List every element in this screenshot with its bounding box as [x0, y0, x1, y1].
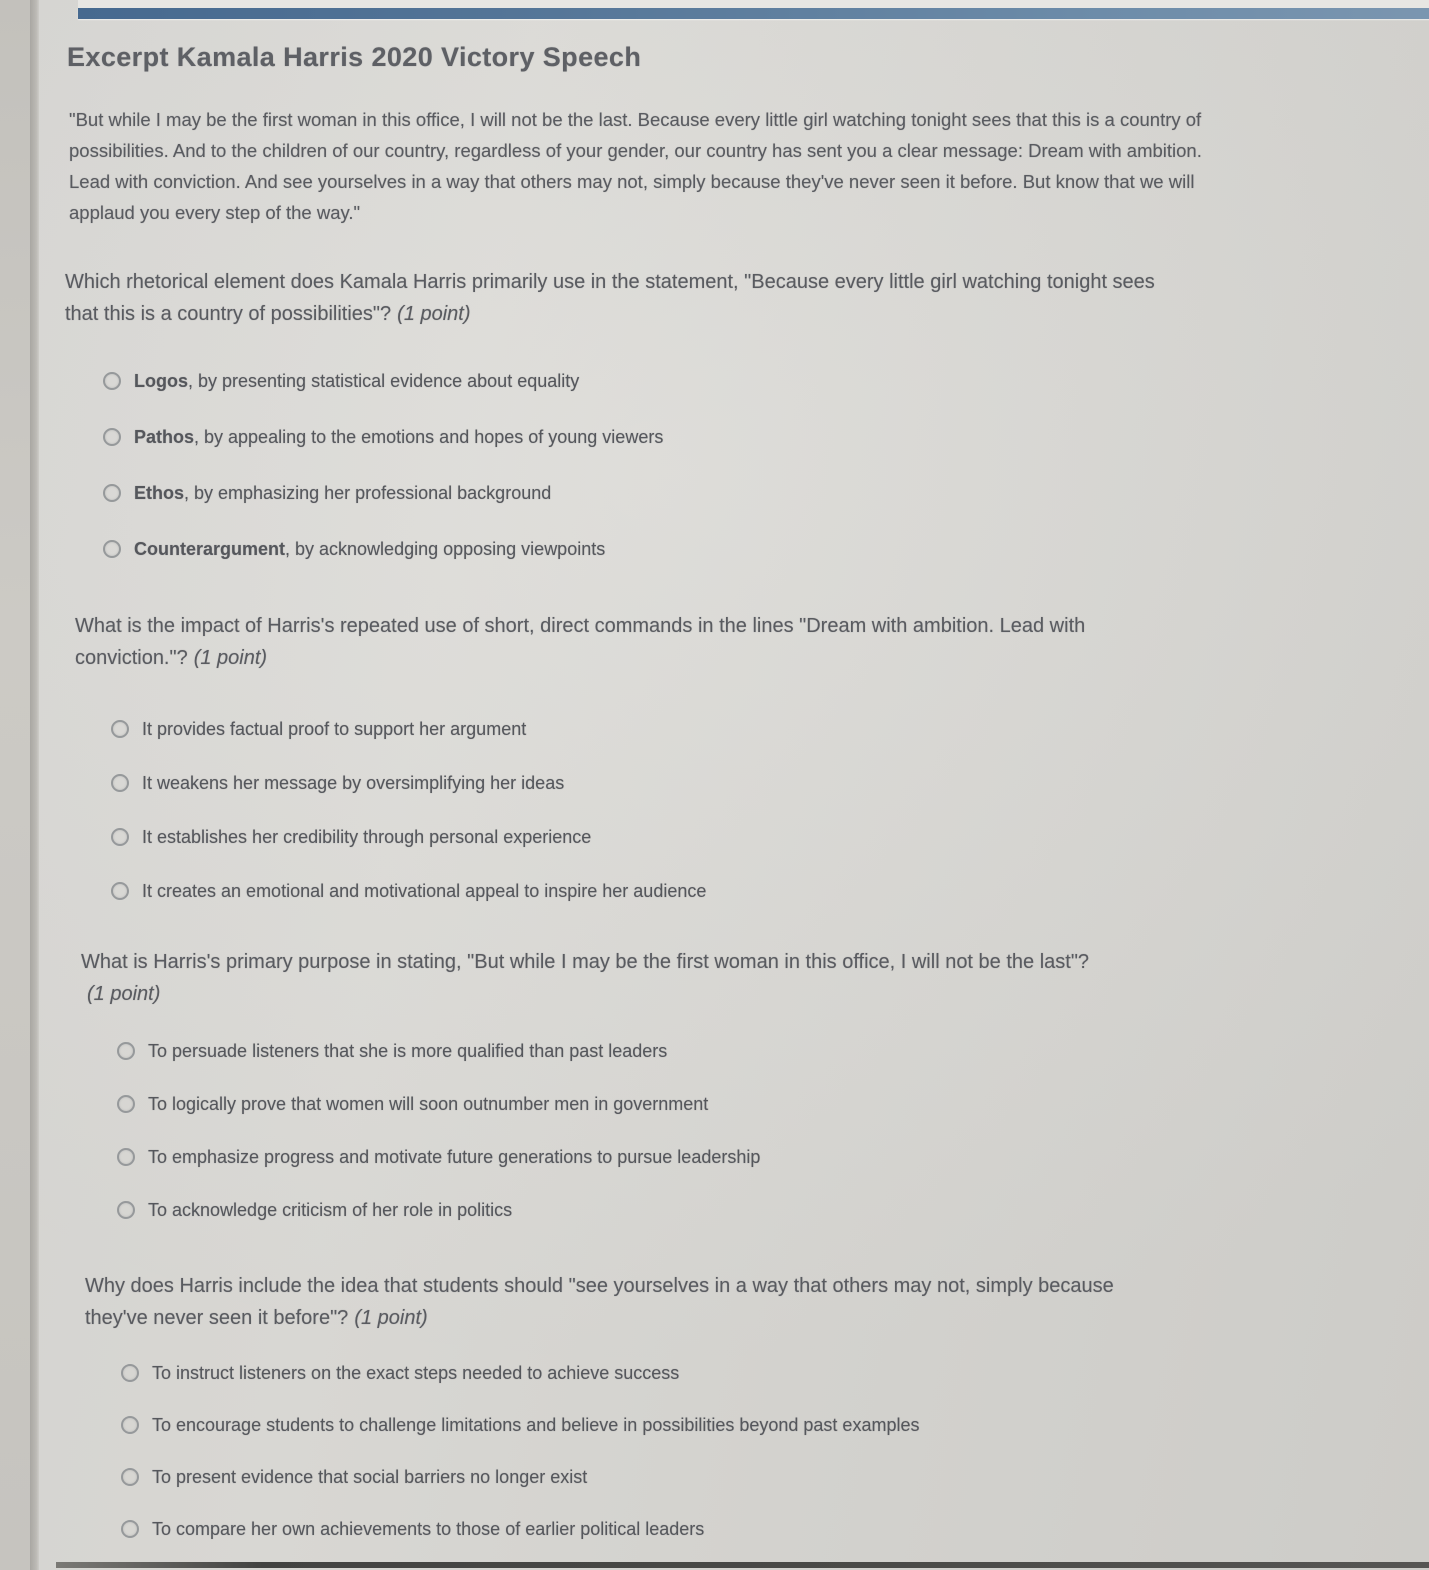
prompt-line: [81, 978, 1429, 1010]
option-label: [134, 370, 579, 392]
answer-option[interactable]: [103, 538, 1429, 560]
question-prompt: [39, 610, 1429, 674]
top-accent-bar: [78, 8, 1429, 19]
option-label: [152, 1362, 679, 1384]
answer-option[interactable]: [103, 482, 1429, 504]
page-left-edge: [30, 0, 39, 1570]
option-lead: Counterargument: [134, 539, 286, 559]
option-label: [148, 1146, 760, 1168]
points-label: (1 point): [193, 647, 268, 669]
option-rest: To instruct listeners on the exact steps needed to achieve success: [152, 1363, 680, 1383]
passage-line: "But while I may be the first woman in this office, I will not be the last. Because every little girl watching tonight sees that this is a country of: [69, 109, 1202, 130]
option-label: [152, 1466, 587, 1488]
prompt-line: What is Harris's primary purpose in stating, "But while I may be the first woman in this office, I will not be the last"?: [81, 951, 1090, 973]
option-label: [134, 426, 663, 448]
option-label: [152, 1414, 919, 1436]
option-rest: , by appealing to the emotions and hopes of young viewers: [194, 427, 664, 447]
radio-button[interactable]: [117, 1042, 135, 1060]
prompt-line: Why does Harris include the idea that students should "see yourselves in a way that others may not, simply because: [85, 1275, 1114, 1297]
option-label: [142, 718, 526, 740]
answer-option[interactable]: [111, 772, 1429, 794]
answer-option[interactable]: [111, 826, 1429, 848]
question-2: [39, 594, 1429, 934]
question-prompt: [39, 1270, 1429, 1334]
option-lead: Logos: [134, 371, 188, 391]
option-rest: To logically prove that women will soon outnumber men in government: [148, 1094, 709, 1114]
passage-line: Lead with conviction. And see yourselves in a way that others may not, simply because they've never seen it before. But know that we will: [69, 171, 1195, 192]
radio-button[interactable]: [103, 484, 121, 502]
radio-button[interactable]: [121, 1468, 139, 1486]
photo-left-margin: [0, 0, 30, 1570]
option-rest: To acknowledge criticism of her role in politics: [148, 1200, 513, 1220]
radio-button[interactable]: [111, 828, 129, 846]
answer-option[interactable]: [103, 426, 1429, 448]
option-rest: To compare her own achievements to those of earlier political leaders: [152, 1519, 705, 1539]
option-label: [142, 826, 591, 848]
radio-button[interactable]: [103, 372, 121, 390]
option-lead: Ethos: [134, 483, 185, 503]
option-rest: , by acknowledging opposing viewpoints: [285, 539, 606, 559]
prompt-line: [65, 298, 1429, 330]
answer-options: [39, 1040, 1429, 1252]
prompt-line-text: they've never seen it before"?: [85, 1307, 349, 1329]
prompt-line-text: that this is a country of possibilities"?: [65, 303, 392, 325]
prompt-line: Which rhetorical element does Kamala Harris primarily use in the statement, "Because every little girl watching tonight sees: [65, 271, 1155, 293]
question-prompt: [39, 266, 1429, 330]
radio-button[interactable]: [111, 720, 129, 738]
points-label: (1 point): [397, 303, 471, 325]
passage-line: possibilities. And to the children of our country, regardless of your gender, our country has sent you a clear message: Dream with ambition.: [69, 140, 1202, 161]
option-rest: To emphasize progress and motivate future generations to pursue leadership: [148, 1147, 761, 1167]
answer-option[interactable]: [117, 1146, 1429, 1168]
radio-button[interactable]: [121, 1416, 139, 1434]
option-label: [134, 482, 551, 504]
page-title: Excerpt Kamala Harris 2020 Victory Speech: [67, 42, 642, 72]
option-rest: To persuade listeners that she is more qualified than past leaders: [148, 1041, 668, 1061]
points-label: (1 point): [354, 1307, 428, 1329]
points-label: (1 point): [87, 983, 161, 1005]
option-label: [152, 1518, 704, 1540]
radio-button[interactable]: [103, 540, 121, 558]
answer-options: [39, 370, 1429, 594]
answer-option[interactable]: [103, 370, 1429, 392]
question-1: [39, 228, 1429, 594]
answer-option[interactable]: [111, 718, 1429, 740]
option-rest: , by presenting statistical evidence about equality: [188, 371, 580, 391]
radio-button[interactable]: [111, 882, 129, 900]
prompt-line: [75, 642, 1429, 674]
option-rest: To present evidence that social barriers no longer exist: [152, 1467, 588, 1487]
radio-button[interactable]: [111, 774, 129, 792]
quiz-page: [39, 0, 1429, 1570]
option-label: [148, 1093, 708, 1115]
radio-button[interactable]: [103, 428, 121, 446]
radio-button[interactable]: [117, 1095, 135, 1113]
answer-option[interactable]: [121, 1518, 1429, 1540]
prompt-line-text: conviction."?: [75, 647, 188, 669]
option-rest: To encourage students to challenge limitations and believe in possibilities beyond past examples: [152, 1415, 920, 1435]
question-prompt: [39, 946, 1429, 1010]
question-3: [39, 934, 1429, 1252]
option-rest: It creates an emotional and motivational appeal to inspire her audience: [142, 881, 707, 901]
option-rest: It weakens her message by oversimplifying her ideas: [142, 773, 565, 793]
answer-options: [39, 1362, 1429, 1570]
option-label: [148, 1199, 512, 1221]
answer-option[interactable]: [117, 1093, 1429, 1115]
option-label: [134, 538, 605, 560]
page-top-band: [78, 0, 1429, 8]
radio-button[interactable]: [121, 1520, 139, 1538]
answer-option[interactable]: [111, 880, 1429, 902]
option-rest: , by emphasizing her professional background: [184, 483, 552, 503]
answer-options: [39, 718, 1429, 934]
option-label: [148, 1040, 667, 1062]
answer-option[interactable]: [117, 1040, 1429, 1062]
passage-line: applaud you every step of the way.": [69, 202, 361, 223]
answer-option[interactable]: [121, 1466, 1429, 1488]
option-lead: Pathos: [134, 427, 195, 447]
option-label: [142, 880, 706, 902]
prompt-line: [85, 1302, 1429, 1334]
answer-option[interactable]: [121, 1362, 1429, 1384]
radio-button[interactable]: [117, 1201, 135, 1219]
passage-text: [69, 104, 1429, 228]
answer-option[interactable]: [121, 1414, 1429, 1436]
radio-button[interactable]: [121, 1364, 139, 1382]
prompt-line: What is the impact of Harris's repeated use of short, direct commands in the lines "Dream with ambition. Lead with: [75, 615, 1086, 637]
radio-button[interactable]: [117, 1148, 135, 1166]
option-rest: It provides factual proof to support her argument: [142, 719, 527, 739]
question-4: [39, 1252, 1429, 1570]
answer-option[interactable]: [117, 1199, 1429, 1221]
screen-bottom-edge: [56, 1562, 1429, 1568]
option-rest: It establishes her credibility through personal experience: [142, 827, 592, 847]
option-label: [142, 772, 564, 794]
